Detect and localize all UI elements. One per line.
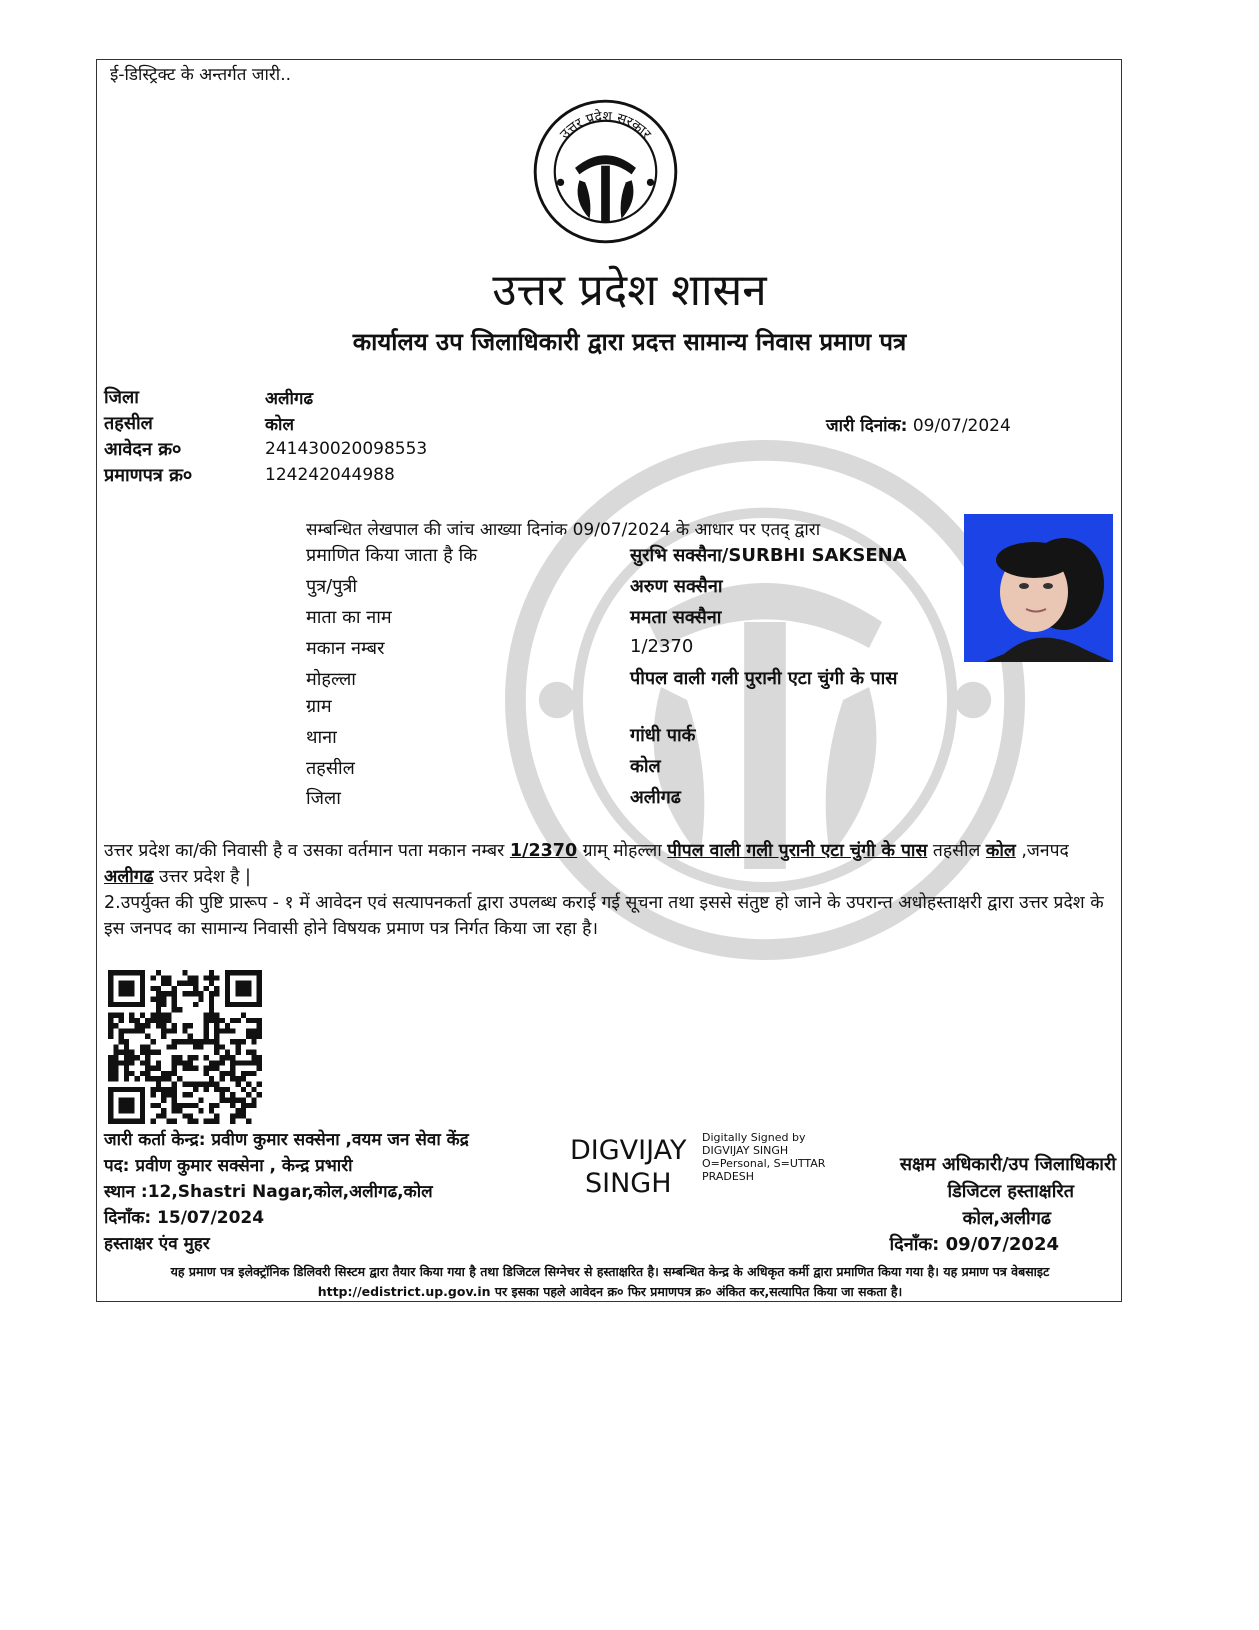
issued-under-note: ई-डिस्ट्रिक्ट के अन्तर्गत जारी.. <box>110 65 292 85</box>
digital-signature-name <box>570 1134 686 1200</box>
digital-signature-details <box>702 1131 825 1183</box>
issue-date <box>826 413 1011 436</box>
house-no-value: 1/2370 <box>630 636 694 657</box>
application-no-value: 241430020098553 <box>265 439 428 459</box>
signature-line-2: SINGH <box>584 1168 672 1199</box>
para-text: उत्तर प्रदेश का/की निवासी है व उसका वर्तमान पता मकान नम्बर <box>104 841 510 861</box>
signature-line-1: DIGVIJAY <box>570 1135 687 1166</box>
authority-date: दिनाँक: 09/07/2024 <box>889 1234 1059 1255</box>
certificate-no-value: 124242044988 <box>265 465 395 485</box>
signature-detail: Digitally Signed by <box>702 1131 806 1144</box>
police-station-value: गांधी पार्क <box>630 725 696 746</box>
para-house-no: 1/2370 <box>509 841 578 861</box>
confirmation-paragraph: 2.उपर्युक्त की पुष्टि प्रारूप - १ में आवेदन एवं सत्यापनकर्ता द्वारा उपलब्ध कराई गई सूचना तथा इससे संतुष्ट हो जाने के उपरान्त अधोहस्ताक्षरी द्वारा उत्तर प्रदेश के इस जनपद का सामान्य निवासी होने विषयक प्रमाण पत्र निर्गत किया जा रहा है। <box>104 893 1104 939</box>
verification-intro: सम्बन्धित लेखपाल की जांच आख्या दिनांक 09/07/2024 के आधार पर एतद् द्वारा <box>306 520 821 540</box>
tehsil-label: तहसील <box>104 413 153 434</box>
residence-paragraph <box>104 838 1114 942</box>
certificate-subtitle: कार्यालय उप जिलाधिकारी द्वारा प्रदत्त सामान्य निवास प्रमाण पत्र <box>352 328 907 356</box>
authority-location: कोल,अलीगढ <box>962 1208 1051 1229</box>
up-government-seal <box>533 99 678 244</box>
digitally-signed-label: डिजिटल हस्ताक्षरित <box>947 1181 1074 1202</box>
issue-date-value: 09/07/2024 <box>912 416 1011 436</box>
seal-text: उत्तर प्रदेश सरकार <box>556 108 655 143</box>
mother-label: माता का नाम <box>306 607 392 628</box>
certificate-no-label: प्रमाणपत्र क्र० <box>104 465 193 486</box>
mother-name: ममता सक्सैना <box>630 607 722 628</box>
para-tehsil: कोल <box>985 841 1016 861</box>
district-label: जिला <box>104 387 139 408</box>
application-no-label: आवेदन क्र० <box>104 439 182 460</box>
verification-qr-code <box>108 970 262 1124</box>
holder-name: सुरभि सक्सैना/SURBHI SAKSENA <box>630 545 907 566</box>
para-text: ग्राम् मोहल्ला <box>577 841 668 861</box>
centre-location: स्थान :12,Shastri Nagar,कोल,अलीगढ,कोल <box>104 1182 433 1202</box>
mohalla-label: मोहल्ला <box>306 669 356 690</box>
sign-and-seal-label: हस्ताक्षर एंव मुहर <box>104 1234 210 1254</box>
tehsil-detail-label: तहसील <box>306 758 355 779</box>
tehsil-detail-value: कोल <box>630 756 661 777</box>
parent-label: पुत्र/पुत्री <box>306 576 358 597</box>
district-value: अलीगढ <box>265 389 314 409</box>
signature-detail: PRADESH <box>702 1170 755 1183</box>
mohalla-value: पीपल वाली गली पुरानी एटा चुंगी के पास <box>630 668 898 689</box>
signature-detail: O=Personal, S=UTTAR <box>702 1157 826 1170</box>
signature-detail: DIGVIJAY SINGH <box>702 1144 789 1157</box>
centre-date: दिनाँक: 15/07/2024 <box>104 1208 265 1228</box>
para-mohalla: पीपल वाली गली पुरानी एटा चुंगी के पास <box>667 841 928 861</box>
house-no-label: मकान नम्बर <box>306 638 385 659</box>
district-detail-value: अलीगढ <box>630 787 681 808</box>
father-name: अरुण सक्सैना <box>630 576 723 597</box>
centre-designation: पद: प्रवीण कुमार सक्सेना , केन्द्र प्रभारी <box>104 1156 353 1176</box>
issuing-centre: जारी कर्ता केन्द्र: प्रवीण कुमार सक्सेना ,वयम जन सेवा केंद्र <box>104 1130 469 1150</box>
issue-date-label: जारी दिनांक: <box>826 416 908 436</box>
para-text: उत्तर प्रदेश है | <box>153 867 251 887</box>
applicant-photo <box>964 514 1113 662</box>
para-district: अलीगढ <box>104 867 154 887</box>
para-text: ,जनपद <box>1015 841 1069 861</box>
competent-authority: सक्षम अधिकारी/उप जिलाधिकारी <box>899 1154 1116 1175</box>
certified-label: प्रमाणित किया जाता है कि <box>306 545 478 566</box>
police-station-label: थाना <box>306 727 337 748</box>
district-detail-label: जिला <box>306 788 341 809</box>
verification-disclaimer: यह प्रमाण पत्र इलेक्ट्रॉनिक डिलिवरी सिस्टम द्वारा तैयार किया गया है तथा डिजिटल सिग्नेचर से हस्ताक्षरित है। सम्बन्धित केन्द्र के अधिकृत कर्मी द्वारा प्रमाणित किया गया है। यह प्रमाण पत्र वेबसाइट http://edistrict.up.gov.in पर इसका पहले आवेदन क्र० फिर प्रमाणपत्र क्र० अंकित कर,सत्यापित किया जा सकता है। <box>170 1264 1050 1299</box>
para-text: तहसील <box>927 841 986 861</box>
village-label: ग्राम <box>306 696 332 717</box>
tehsil-value: कोल <box>265 415 294 435</box>
page-title: उत्तर प्रदेश शासन <box>492 265 767 316</box>
